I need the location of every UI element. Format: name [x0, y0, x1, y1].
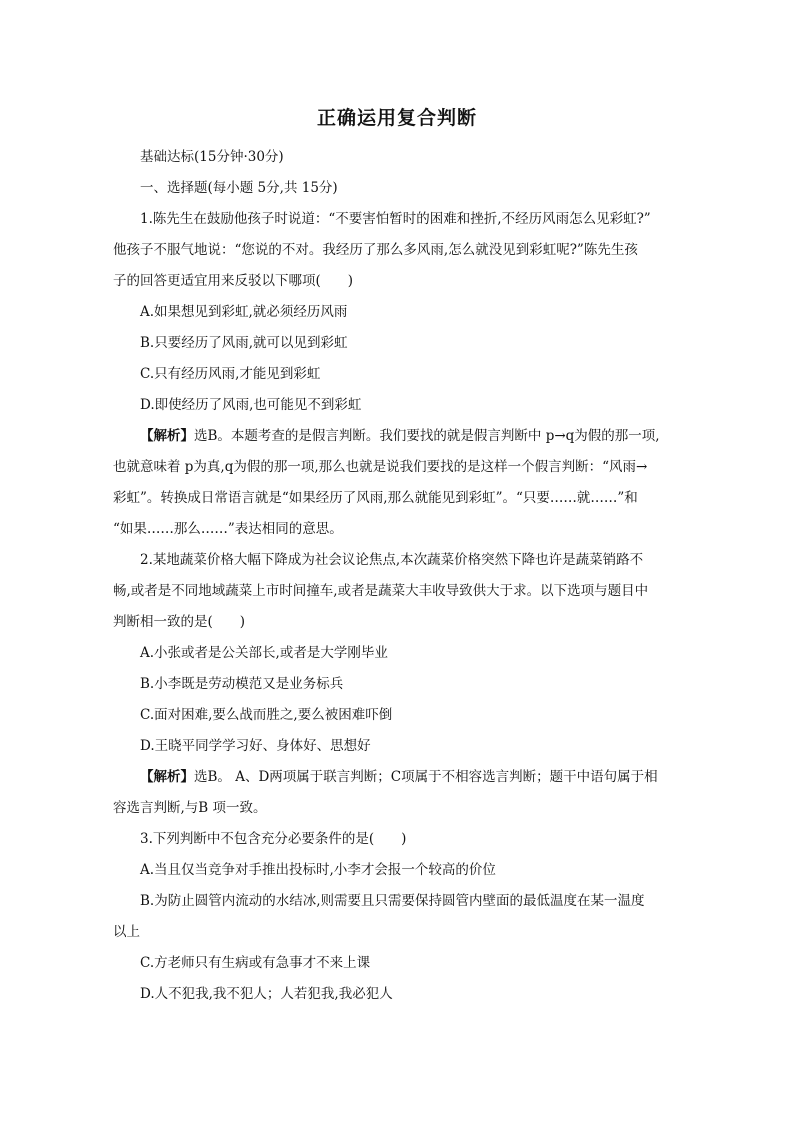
- q1-option-d: D.即使经历了风雨,也可能见不到彩虹: [140, 397, 362, 413]
- q1-analysis-line-1: [113, 421, 684, 452]
- q2-stem-line-1: 2.某地蔬菜价格大幅下降成为社会议论焦点,本次蔬菜价格突然下降也许是蔬菜销路不: [140, 552, 644, 568]
- document-body: [113, 142, 684, 1010]
- q2-stem-line-3: 判断相一致的是( ): [113, 614, 246, 630]
- q1-stem-line-2: 他孩子不服气地说：“您说的不对。我经历了那么多风雨,怎么就没见到彩虹呢?”陈先生孩: [113, 242, 638, 258]
- q1-stem-line-1: 1.陈先生在鼓励他孩子时说道：“不要害怕暂时的困难和挫折,不经历风雨怎么见彩虹?”: [140, 211, 651, 227]
- q3-option-b: B.为防止圆管内流动的水结冰,则需要且只需要保持圆管内壁面的最低温度在某一温度: [140, 893, 645, 909]
- q2-analysis-tag: 【解析】: [140, 769, 194, 785]
- q3-option-a: A.当且仅当竞争对手推出投标时,小李才会报一个较高的价位: [140, 862, 496, 878]
- q1-analysis-line-3: 彩虹”。转换成日常语言就是“如果经历了风雨,那么就能见到彩虹”。“只要……就……”和: [113, 490, 638, 506]
- q1-option-a: A.如果想见到彩虹,就必须经历风雨: [140, 304, 348, 320]
- q2-option-d: D.王晓平同学学习好、身体好、思想好: [140, 738, 371, 754]
- q1-analysis-line-4: “如果……那么……”表达相同的意思。: [113, 521, 343, 537]
- q2-analysis-line-1: [113, 762, 684, 793]
- q1-stem-line-3: 子的回答更适宜用来反驳以下哪项( ): [113, 273, 354, 289]
- q2-option-c: C.面对困难,要么战而胜之,要么被困难吓倒: [140, 707, 393, 723]
- q1-analysis-text-1: 选B。本题考查的是假言判断。我们要找的就是假言判断中 p→q为假的那一项,: [194, 428, 660, 444]
- q2-analysis-line-2: 容选言判断,与B 项一致。: [113, 800, 267, 816]
- q2-option-b: B.小李既是劳动模范又是业务标兵: [140, 676, 344, 692]
- q1-analysis-line-2: 也就意味着 p为真,q为假的那一项,那么也就是说我们要找的是这样一个假言判断：“风雨→: [113, 459, 648, 475]
- q1-option-b: B.只要经历了风雨,就可以见到彩虹: [140, 335, 348, 351]
- page-title: 正确运用复合判断: [316, 107, 477, 129]
- q3-option-b-cont: 以上: [113, 924, 140, 940]
- q2-option-a: A.小张或者是公关部长,或者是大学刚毕业: [140, 645, 388, 661]
- q3-option-c: C.方老师只有生病或有急事才不来上课: [140, 955, 371, 971]
- q2-analysis-text-1: 选B。 A、D两项属于联言判断；C项属于不相容选言判断；题干中语句属于相: [194, 769, 658, 785]
- q3-option-d: D.人不犯我,我不犯人；人若犯我,我必犯人: [140, 986, 393, 1002]
- section-header: 基础达标(15分钟·30分): [140, 149, 284, 165]
- part-header: 一、选择题(每小题 5分,共 15分): [140, 180, 338, 196]
- q1-analysis-tag: 【解析】: [140, 428, 194, 444]
- q3-stem-line-1: 3.下列判断中不包含充分必要条件的是( ): [140, 831, 407, 847]
- q2-stem-line-2: 畅,或者是不同地域蔬菜上市时间撞车,或者是蔬菜大丰收导致供大于求。以下选项与题目中: [113, 583, 649, 599]
- q1-option-c: C.只有经历风雨,才能见到彩虹: [140, 366, 321, 382]
